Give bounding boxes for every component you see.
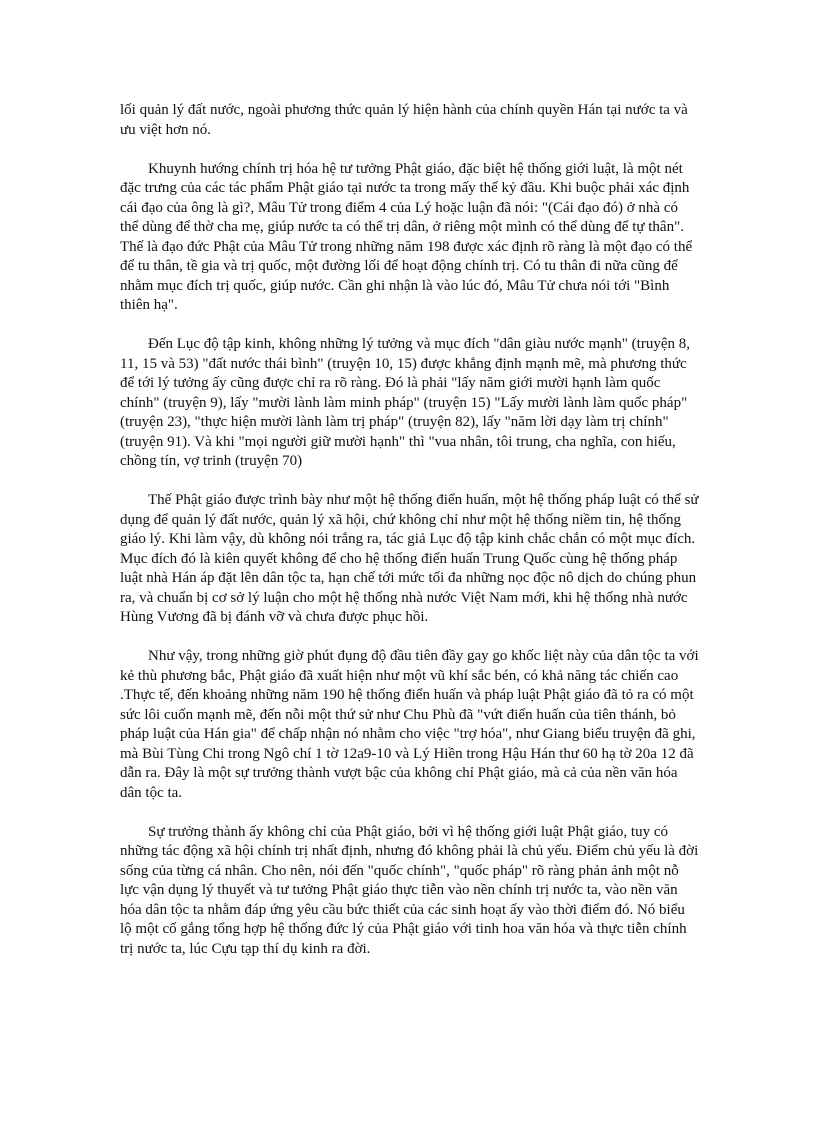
- document-body: [120, 101, 700, 979]
- paragraph-legal-system: Thế Phật giáo được trình bày như một hệ thống điển huấn, một hệ thống pháp luật có thể sử dụng để quản lý đất nước, quản lý xã hội, chứ không chỉ như một hệ thống niềm tin, hệ thống giáo lý. Khi làm vậy, dù không nói trắng ra, tác giả Lục độ tập kinh chắc chắn có một mục đích. Mục đích đó là kiên quyết không để cho hệ thống điển huấn Trung Quốc cùng hệ thống pháp luật nhà Hán áp đặt lên dân tộc ta, hạn chế tới mức tối đa những nọc độc nô dịch do chúng phun ra, và chuẩn bị cơ sở lý luận cho một hệ thống nhà nước Việt Nam mới, khi hệ thống nhà nước Hùng Vương đã bị đánh vỡ và chưa được phục hồi.: [120, 492, 699, 625]
- paragraph-political-buddhism: Khuynh hướng chính trị hóa hệ tư tưởng Phật giáo, đặc biệt hệ thống giới luật, là một nét đặc trưng của các tác phẩm Phật giáo tại nước ta trong mấy thế kỷ đầu. Khi buộc phải xác định cái đạo của ông là gì?, Mâu Tử trong điểm 4 của Lý hoặc luận đã nói: "(Cái đạo đó) ở nhà có thể dùng để thờ cha mẹ, giúp nước ta có thể trị dân, ở riêng một mình có thể dùng để tự thân". Thế là đạo đức Phật của Mâu Tử trong những năm 198 được xác định rõ ràng là một đạo có thể để tu thân, tề gia và trị quốc, một đường lối để hoạt động chính trị. Có tu thân đi nữa cũng để nhằm mục đích trị quốc, giúp nước. Cần ghi nhận là vào lúc đó, Mâu Tử chưa nói tới "Bình thiên hạ".: [120, 160, 693, 313]
- paragraph-maturity: Sự trưởng thành ấy không chỉ của Phật giáo, bởi vì hệ thống giới luật Phật giáo, tuy có những tác động xã hội chính trị nhất định, nhưng đó không phải là chủ yếu. Điểm chủ yếu là đời sống của từng cá nhân. Cho nên, nói đến "quốc chính", "quốc pháp" rõ ràng phản ảnh một nỗ lực vận dụng lý thuyết và tư tưởng Phật giáo thực tiễn vào nền chính trị nước ta, vào nền văn hóa dân tộc ta nhằm đáp ứng yêu cầu bức thiết của các sinh hoạt ấy vào thời điểm đó. Nó biểu lộ một cố gắng tổng hợp hệ thống đức lý của Phật giáo với tinh hoa văn hóa và thực tiễn chính trị nước ta, lúc Cựu tạp thí dụ kinh ra đời.: [120, 823, 699, 957]
- paragraph-weapon: Như vậy, trong những giờ phút đụng độ đầu tiên đầy gay go khốc liệt này của dân tộc ta với kẻ thù phương bắc, Phật giáo đã xuất hiện như một vũ khí sắc bén, có khả năng tác chiến cao .Thực tế, đến khoảng những năm 190 hệ thống điển huấn và pháp luật Phật giáo đã tỏ ra có một sức lôi cuốn mạnh mẽ, đến nỗi một thứ sử như Chu Phù đã "vứt điển huấn của tiên thánh, bỏ pháp luật của Hán gia" để chấp nhận nó nhằm cho việc "trợ hóa", như Giang biểu truyện đã ghi, mà Bùi Tùng Chi trong Ngô chí 1 tờ 12a9-10 và Lý Hiền trong Hậu Hán thư 60 hạ tờ 20a 12 đã dẫn ra. Đây là một sự trưởng thành vượt bậc của không chỉ Phật giáo, mà cả của nền văn hóa dân tộc ta.: [120, 648, 699, 801]
- paragraph-luc-do-tap-kinh: Đến Lục độ tập kinh, không những lý tưởng và mục đích "dân giàu nước mạnh" (truyện 8, 11, 15 và 53) "đất nước thái bình" (truyện 10, 15) được khẳng định mạnh mẽ, mà phương thức để tới lý tưởng ấy cũng được chỉ ra rõ ràng. Đó là phải "lấy năm giới mười hạnh làm quốc chính" (truyện 9), lấy "mười lành làm minh pháp" (truyện 15) "Lấy mười lành làm quốc pháp" (truyện 23), "thực hiện mười lành làm trị pháp" (truyện 82), lấy "năm lời dạy làm trị chính" (truyện 91). Và khi "mọi người giữ mười hạnh" thì "vua nhân, tôi trung, cha nghĩa, con hiếu, chồng tín, vợ trinh (truyện 70): [120, 336, 690, 469]
- paragraph-continuation: lối quản lý đất nước, ngoài phương thức quản lý hiện hành của chính quyền Hán tại nước ta và ưu việt hơn nó.: [120, 102, 688, 138]
